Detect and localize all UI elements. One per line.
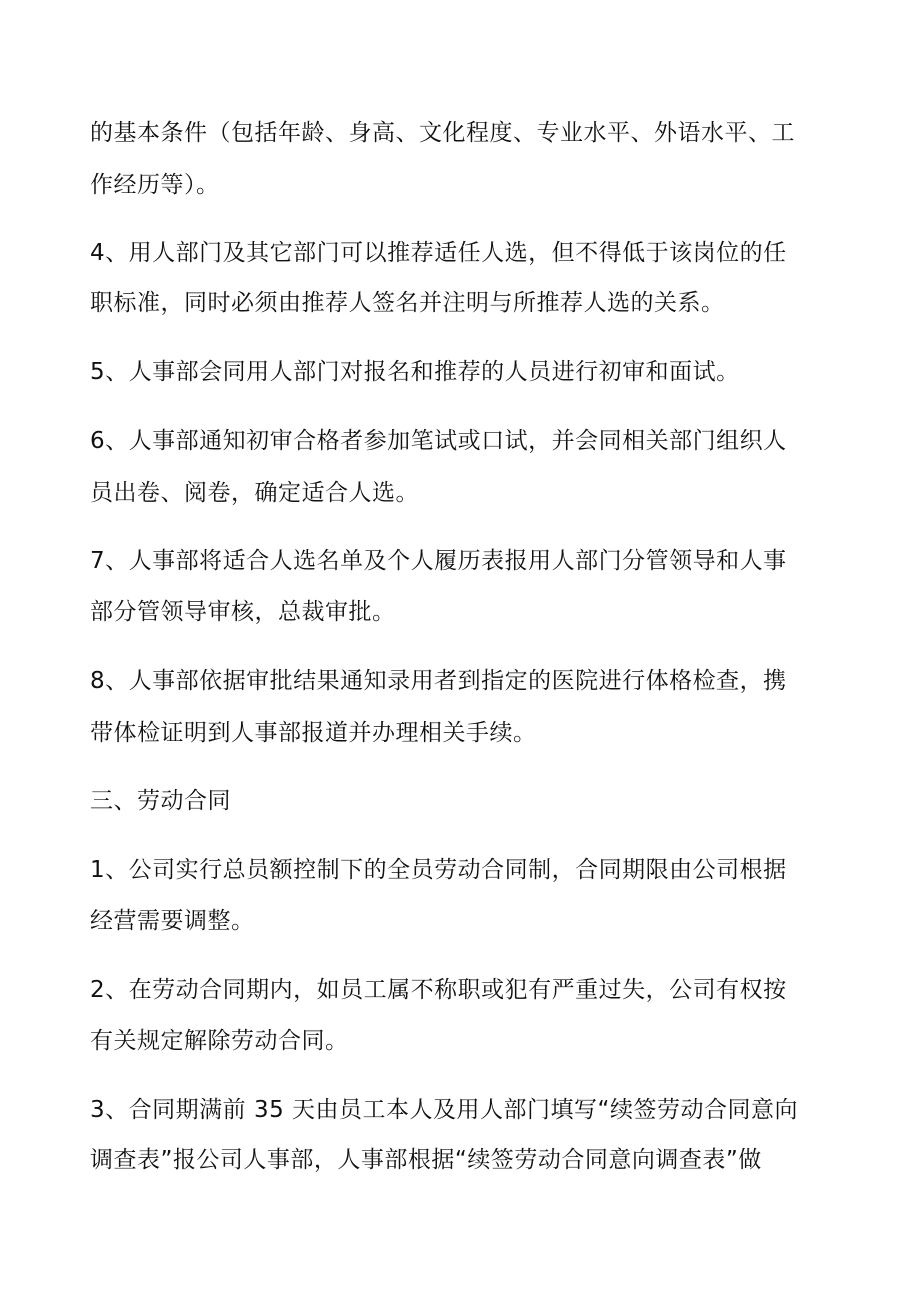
text-line: 7、人事部将适合人选名单及个人履历表报用人部门分管领导和人事 — [90, 548, 787, 574]
section-heading: 三、劳动合同 — [90, 788, 231, 814]
text-line: 的基本条件（包括年龄、身高、文化程度、专业水平、外语水平、工 — [90, 120, 795, 146]
text-line: 2、在劳动合同期内，如员工属不称职或犯有严重过失，公司有权按 — [90, 977, 787, 1003]
text-line: 6、人事部通知初审合格者参加笔试或口试，并会同相关部门组织人 — [90, 428, 787, 454]
text-line: 1、公司实行总员额控制下的全员劳动合同制，合同期限由公司根据 — [90, 857, 787, 883]
text-line: 5、人事部会同用人部门对报名和推荐的人员进行初审和面试。 — [90, 359, 740, 385]
text-line: 8、人事部依据审批结果通知录用者到指定的医院进行体格检查，携 — [90, 668, 787, 694]
text-line: 作经历等）。 — [90, 172, 220, 198]
text-line: 职标准，同时必须由推荐人签名并注明与所推荐人选的关系。 — [90, 290, 725, 316]
text-line: 调查表”报公司人事部，人事部根据“续签劳动合同意向调查表”做 — [90, 1147, 762, 1173]
text-line: 部分管领导审核，总裁审批。 — [90, 599, 396, 625]
text-line: 经营需要调整。 — [90, 908, 255, 934]
text-line: 4、用人部门及其它部门可以推荐适任人选，但不得低于该岗位的任 — [90, 240, 787, 266]
text-line: 员出卷、阅卷，确定适合人选。 — [90, 480, 419, 506]
text-line: 有关规定解除劳动合同。 — [90, 1028, 349, 1054]
text-line: 带体检证明到人事部报道并办理相关手续。 — [90, 720, 537, 746]
text-line: 3、合同期满前 35 天由员工本人及用人部门填写“续签劳动合同意向 — [90, 1097, 798, 1123]
